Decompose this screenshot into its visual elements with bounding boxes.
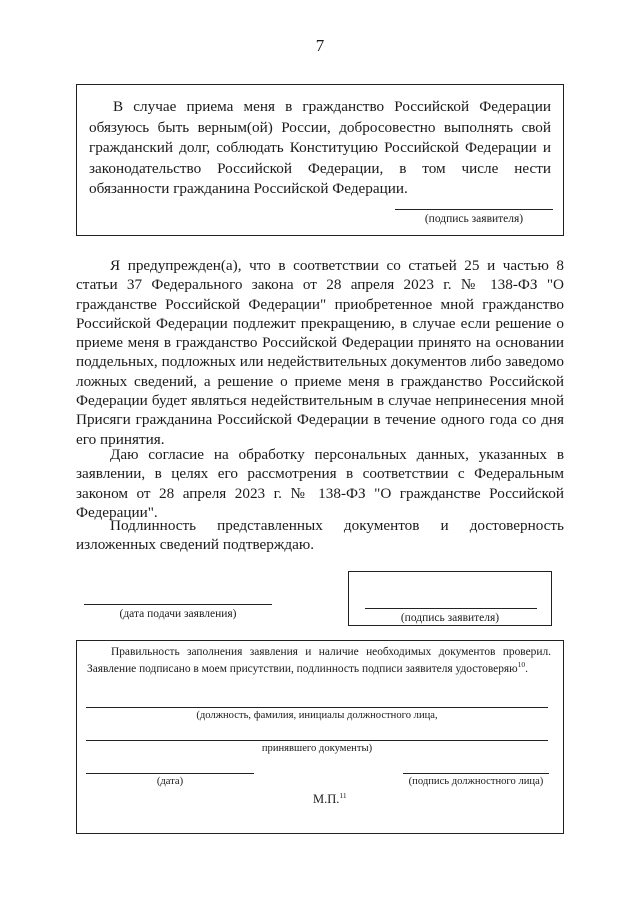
warning-paragraph: Я предупрежден(а), что в соответствии со статьей 25 и частью 8 статьи 37 Федерального закона от 28 апреля 2023 г. № 138-ФЗ "О гражданстве Российской Федерации" приобретенное мной гражданство Российской Федерации подлежит прекращению, в случае если решение о приеме меня в гражданство Российской Федерации принято на основании поддельных, подложных или недействительных документов либо заведомо ложных сведений, а решение о приеме меня в гражданство Российской Федерации будет являться недействительным в случае непринесения мной Присяги гражданина Российской Федерации в течение одного года со дня его принятия. bbox=[76, 257, 564, 448]
applicant-signature-line bbox=[365, 608, 537, 609]
verification-text-body: Правильность заполнения заявления и наличие необходимых документов проверил. Заявление подписано в моем присутствии, подлинность подписи заявителя удостоверяю bbox=[87, 646, 551, 675]
official-name-line bbox=[86, 707, 548, 708]
verification-text bbox=[87, 644, 551, 677]
oath-signature-line bbox=[395, 209, 553, 210]
applicant-signature-box bbox=[348, 571, 552, 626]
verification-text-end: . bbox=[525, 662, 528, 675]
submission-date-line bbox=[84, 604, 272, 605]
received-by-label: принявшего документы) bbox=[261, 743, 373, 754]
stamp-label: М.П. bbox=[313, 792, 340, 807]
page-number: 7 bbox=[315, 36, 325, 55]
oath-signature-label: (подпись заявителя) bbox=[424, 213, 524, 225]
official-name-label: (должность, фамилия, инициалы должностного лица, bbox=[196, 710, 438, 721]
authenticity-block bbox=[76, 516, 564, 555]
verification-box bbox=[76, 640, 564, 834]
official-signature-line bbox=[403, 773, 549, 774]
verification-date-label: (дата) bbox=[156, 776, 184, 787]
consent-block bbox=[76, 445, 564, 522]
authenticity-paragraph: Подлинность представленных документов и достоверность изложенных сведений подтверждаю. bbox=[76, 517, 564, 554]
stamp-placeholder bbox=[313, 791, 347, 807]
official-signature-label: (подпись должностного лица) bbox=[408, 776, 544, 787]
submission-date-label: (дата подачи заявления) bbox=[119, 608, 237, 620]
consent-paragraph: Даю согласие на обработку персональных данных, указанных в заявлении, в целях его рассмотрения в соответствии с Федеральным законом от 28 апреля 2023 г. № 138-ФЗ "О гражданстве Российской Федерации". bbox=[76, 446, 564, 521]
received-by-line bbox=[86, 740, 548, 741]
verification-date-line bbox=[86, 773, 254, 774]
applicant-signature-label: (подпись заявителя) bbox=[400, 612, 500, 624]
oath-text: В случае приема меня в гражданство Российской Федерации обязуюсь быть верным(ой) России, добросовестно выполнять свой гражданский долг, соблюдать Конституцию Российской Федерации и законодательство Российской Федерации, в том числе нести обязанности гражданина Российской Федерации. bbox=[89, 98, 551, 197]
warning-block bbox=[76, 256, 564, 449]
footnote-ref-10: 10 bbox=[517, 659, 526, 669]
footnote-ref-11: 11 bbox=[339, 791, 347, 800]
oath-box bbox=[76, 84, 564, 236]
